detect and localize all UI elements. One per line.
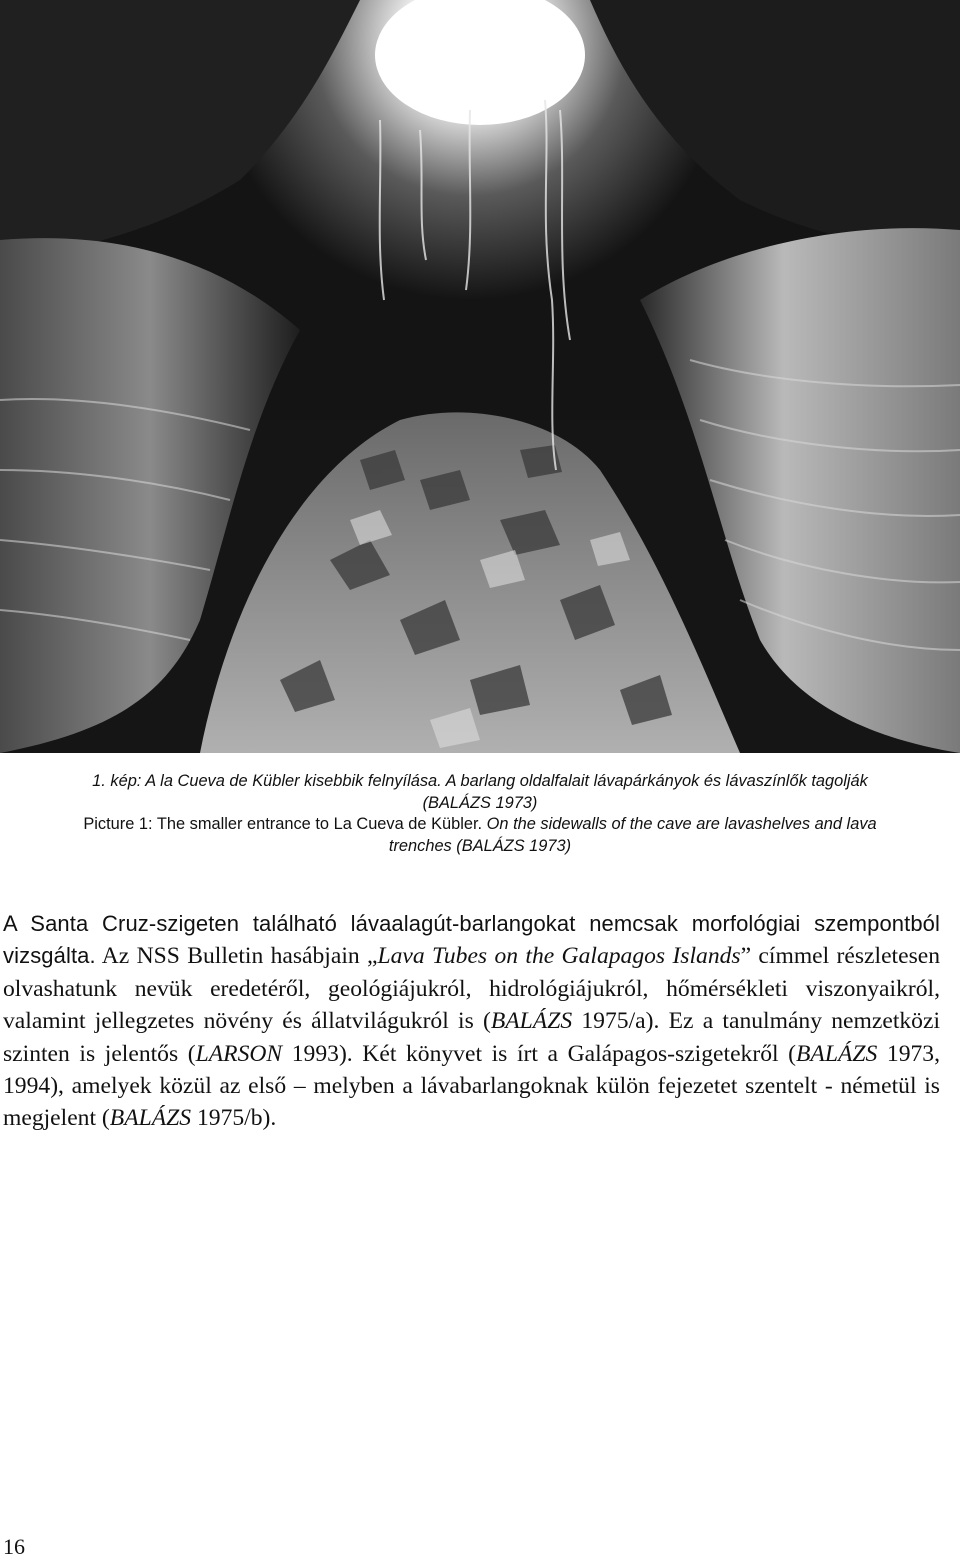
body-paragraph	[3, 908, 940, 1135]
paragraph-text-d: 1993). Két könyvet is írt a Galápagos-szigetekről (	[282, 1040, 797, 1067]
caption-english-line-1b: On the sidewalls of the cave are lavashelves and lava	[486, 815, 877, 833]
paragraph-text-e: 1973, 1994), amelyek közül az első – melyben a lávabarlangoknak külön fejezetet szentelt - németül is megjelent (	[3, 1040, 940, 1132]
caption-english-line-2	[22, 836, 938, 858]
caption-english-line-2-text: trenches (BALÁZS 1973)	[388, 836, 572, 855]
paragraph-text-c: 1975/a). Ez a tanulmány nemzetközi szinten is jelentős (	[3, 1008, 941, 1067]
caption-hungarian-line-1: 1. kép: A la Cueva de Kübler kisebbik felnyílása. A barlang oldalfalait lávapárkányok és lávaszínlők tagolják	[92, 772, 868, 790]
reference-author-4: BALÁZS	[109, 1105, 192, 1132]
paragraph-text-f: 1975/b).	[191, 1105, 277, 1132]
figure-caption	[22, 771, 938, 857]
paragraph-text-a: Az NSS Bulletin hasábjain „	[95, 943, 378, 970]
caption-hungarian-line-2: (BALÁZS 1973)	[422, 793, 538, 812]
page-number: 16	[3, 1534, 25, 1559]
paragraph-sans-part: A Santa Cruz-szigeten található lávaalagút-barlangokat nemcsak morfológiai szempontból vizsgálta.	[3, 911, 940, 969]
paragraph-text-b: ” címmel részletesen olvashatunk nevük eredetéről, geológiájukról, hidrológiájukról, hőmérsékleti viszonyaikról, valamint jellegzetes növény és állatvilágukról is (	[3, 943, 941, 1035]
reference-author-1: BALÁZS	[490, 1008, 573, 1035]
reference-author-3: BALÁZS	[796, 1040, 878, 1067]
cave-photograph	[0, 0, 960, 753]
caption-english-line-1a: Picture 1: The smaller entrance to La Cueva de Kübler.	[83, 815, 487, 833]
caption-english-line-1	[22, 814, 938, 836]
article-title: Lava Tubes on the Galapagos Islands	[377, 943, 741, 970]
reference-author-2: LARSON	[195, 1040, 283, 1067]
